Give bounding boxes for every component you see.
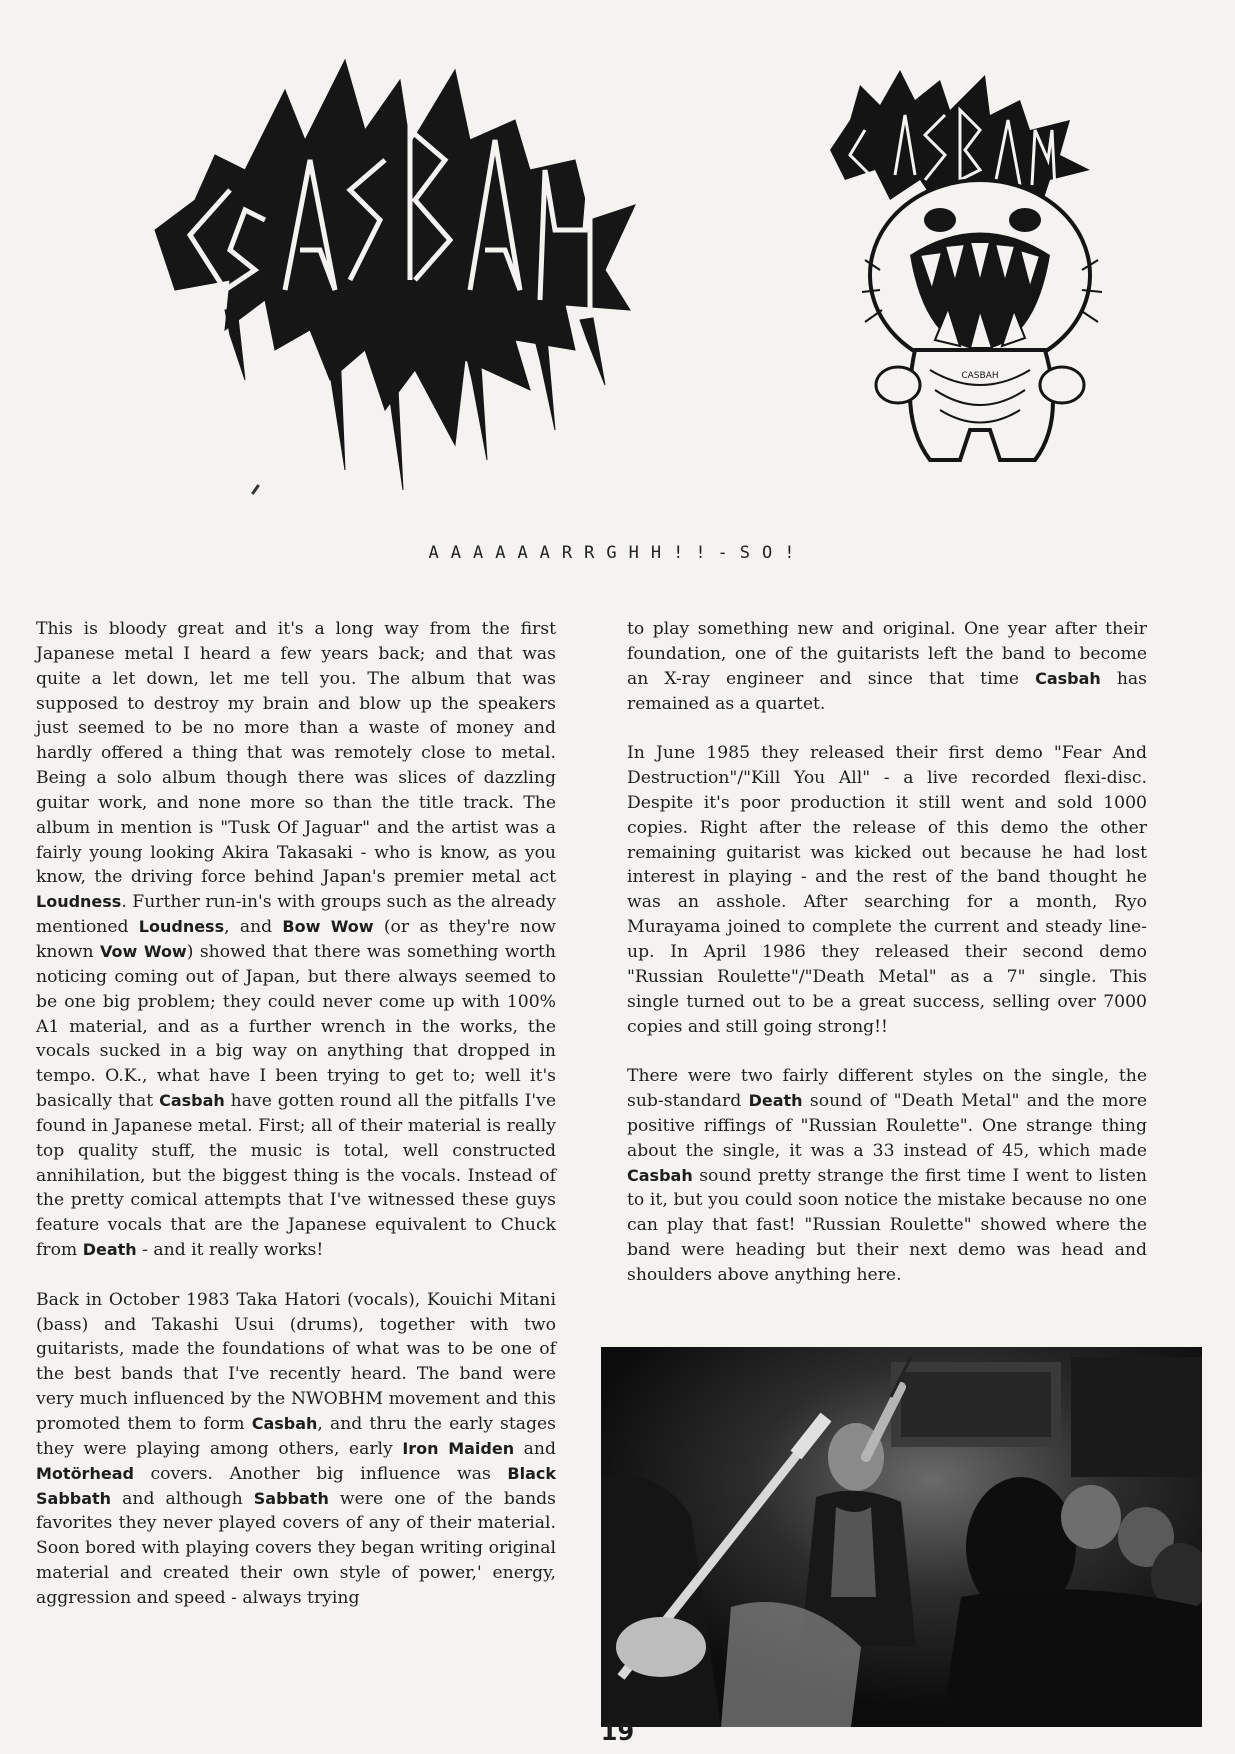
band-logo xyxy=(135,50,650,490)
band-name: Loudness xyxy=(36,892,122,912)
mascot-illustration xyxy=(820,60,1120,500)
page-number: 19 xyxy=(600,1718,635,1746)
band-name: Casbah xyxy=(251,1414,318,1433)
paragraph: Back in October 1983 Taka Hatori (vocals), Kouichi Mitani (bass) and Takashi Usui (drums), together with two guitarists, made the foundations of what was to be one of the best bands that I've recently heard. The band were very much influenced by the NWOBHM movement and this promoted them to form Casbah, and thru the early stages they were playing among others, early Iron Maiden and Motörhead covers. Another big influence was Black Sabbath and although Sabbath were one of the bands favorites they never played covers of any of their material. Soon bored with playing covers they began writing original material and created their own style of power,' energy, aggression and speed - always trying xyxy=(36,1289,556,1608)
monster-mascot-graphic xyxy=(820,60,1120,500)
mascot-belly-text: CASBAH xyxy=(961,371,999,381)
band-name: Casbah xyxy=(627,1165,693,1185)
band-name: Casbah xyxy=(159,1091,225,1111)
article-subtitle: AAAAAARRGHH!!-SO! xyxy=(428,543,807,563)
paragraph: In June 1985 they released their first demo "Fear And Destruction"/"Kill You All" - a live recorded flexi-disc. Despite it's poor production it still went and sold 1000 copies. Right after the release of this demo the other remaining guitarist was kicked out because he had lost interest in playing - and the rest of the band thought he was an asshole. After searching for a month, Ryo Murayama joined to complete the current and steady line-up. In April 1986 they released their second demo "Russian Roulette"/"Death Metal" as a 7" single. This single turned out to be a great success, selling over 7000 copies and still going strong!! xyxy=(627,743,1147,1037)
casbah-logo-graphic xyxy=(135,50,650,490)
live-concert-photo xyxy=(601,1347,1202,1727)
left-column xyxy=(36,617,556,1636)
band-name: Motörhead xyxy=(36,1463,134,1483)
paragraph: There were two fairly different styles on the single, the sub-standard Death sound of "Death Metal" and the more positive riffings of "Russian Roulette". One strange thing about the single, it was a 33 instead of 45, which made Casbah sound pretty strange the first time I went to listen to it, but you could soon notice the mistake because no one can play that fast! "Russian Roulette" showed where the band were heading but their next demo was head and shoulders above anything here. xyxy=(627,1066,1147,1285)
band-name: Black Sabbath xyxy=(36,1463,556,1508)
band-name: Death xyxy=(748,1091,803,1111)
paragraph: This is bloody great and it's a long way from the first Japanese metal I heard a few years back; and that was quite a let down, let me tell you. The album that was supposed to destroy my brain and blow up the speakers just seemed to be no more than a waste of money and hardly offered a thing that was remotely close to metal. Being a solo album though there was slices of dazzling guitar work, and none more so than the title track. The album in mention is "Tusk Of Jaguar" and the artist was a fairly young looking Akira Takasaki - who is know, as you know, the driving force behind Japan's premier metal act Loudness. Further run-in's with groups such as the already mentioned Loudness, and Bow Wow (or as they're now known Vow Wow) showed that there was something worth noticing coming out of Japan, but there always seemed to be one big problem; they could never come up with 100% A1 material, and as a further wrench in the works, the vocals sucked in a big way on anything that dropped in tempo. O.K., what have I been trying to get to; well it's basically that Casbah have gotten round all the pitfalls I've found in Japanese metal. First; all of their material is really top quality stuff, the music is total, well constructed annihilation, but the biggest thing is the vocals. Instead of the pretty comical attempts that I've witnessed these guys feature vocals that are the Japanese equivalent to Chuck from Death - and it really works! xyxy=(36,619,557,1261)
band-name: Vow Wow xyxy=(100,941,187,961)
right-column xyxy=(627,617,1147,1313)
paragraph: to play something new and original. One year after their foundation, one of the guitarists left the band to become an X-ray engineer and since that time Casbah has remained as a quartet. xyxy=(627,619,1147,714)
concert-photo-graphic xyxy=(601,1347,1202,1727)
band-name: Death xyxy=(82,1240,137,1260)
band-name: Bow Wow xyxy=(282,917,374,937)
band-name: Iron Maiden xyxy=(402,1438,515,1458)
band-name: Casbah xyxy=(1035,668,1101,688)
band-name: Sabbath xyxy=(253,1488,329,1508)
band-name: Loudness xyxy=(138,917,225,937)
